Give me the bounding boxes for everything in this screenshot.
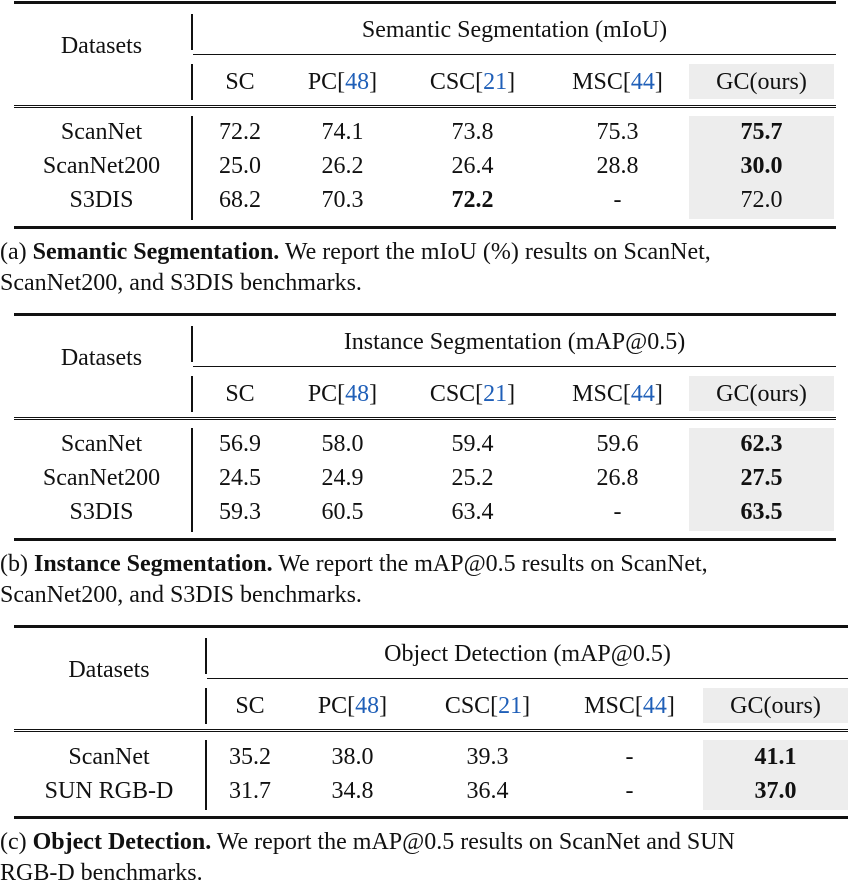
value-csc: 63.4 bbox=[451, 499, 494, 525]
dataset-name: ScanNet bbox=[60, 431, 143, 457]
value-sc: 24.5 bbox=[219, 465, 261, 491]
value-msc: 26.8 bbox=[596, 465, 639, 491]
caption-title: Object Detection. bbox=[32, 829, 212, 855]
table-b-instance-segmentation bbox=[0, 312, 853, 622]
header-rule bbox=[14, 105, 836, 108]
group-underline bbox=[207, 678, 848, 679]
column-divider bbox=[191, 64, 193, 100]
datasets-header: Datasets bbox=[60, 33, 143, 59]
value-gc: 27.5 bbox=[740, 465, 783, 491]
column-divider bbox=[205, 740, 207, 810]
col-header-gc: GC(ours) bbox=[730, 693, 821, 719]
table-a-semantic-segmentation bbox=[0, 0, 853, 310]
header-rule bbox=[14, 729, 848, 732]
caption-title: Semantic Segmentation. bbox=[32, 239, 280, 265]
col-header-csc: CSC[21] bbox=[429, 69, 516, 95]
caption-title: Instance Segmentation. bbox=[33, 551, 273, 577]
group-title: Object Detection (mAP@0.5) bbox=[384, 641, 671, 667]
value-sc: 59.3 bbox=[219, 499, 261, 525]
group-underline bbox=[193, 366, 836, 367]
value-csc: 36.4 bbox=[466, 778, 509, 804]
value-gc: 37.0 bbox=[754, 778, 797, 804]
value-msc: - bbox=[613, 187, 622, 213]
col-header-sc: SC bbox=[235, 693, 265, 719]
dataset-name: S3DIS bbox=[69, 499, 134, 525]
value-sc: 35.2 bbox=[229, 744, 271, 770]
value-msc: 75.3 bbox=[596, 119, 639, 145]
value-sc: 72.2 bbox=[219, 119, 261, 145]
value-csc: 26.4 bbox=[451, 153, 494, 179]
col-header-msc: MSC[44] bbox=[572, 69, 663, 95]
value-pc: 70.3 bbox=[321, 187, 364, 213]
citation-link[interactable]: 44 bbox=[642, 693, 667, 719]
value-pc: 60.5 bbox=[321, 499, 364, 525]
dataset-name: ScanNet200 bbox=[42, 153, 161, 179]
datasets-header: Datasets bbox=[68, 657, 150, 683]
col-header-sc: SC bbox=[225, 69, 255, 95]
group-underline bbox=[193, 54, 836, 55]
value-csc: 73.8 bbox=[451, 119, 494, 145]
bottom-rule bbox=[14, 816, 848, 819]
value-pc: 34.8 bbox=[331, 778, 374, 804]
value-pc: 74.1 bbox=[321, 119, 364, 145]
col-header-pc: PC[48] bbox=[317, 693, 388, 719]
col-header-pc: PC[48] bbox=[307, 69, 378, 95]
value-pc: 58.0 bbox=[321, 431, 364, 457]
bottom-rule bbox=[14, 226, 836, 229]
datasets-header: Datasets bbox=[60, 345, 143, 371]
group-title: Semantic Segmentation (mIoU) bbox=[361, 17, 668, 43]
value-msc: - bbox=[613, 499, 622, 525]
top-rule bbox=[14, 625, 848, 628]
top-rule bbox=[14, 313, 836, 316]
header-rule bbox=[14, 417, 836, 420]
col-header-gc: GC(ours) bbox=[716, 69, 807, 95]
citation-link[interactable]: 21 bbox=[483, 381, 508, 407]
citation-link[interactable]: 44 bbox=[630, 69, 655, 95]
value-pc: 24.9 bbox=[321, 465, 364, 491]
col-header-gc: GC(ours) bbox=[716, 381, 807, 407]
dataset-name: ScanNet bbox=[68, 744, 150, 770]
value-csc: 25.2 bbox=[451, 465, 494, 491]
citation-link[interactable]: 48 bbox=[355, 693, 380, 719]
column-divider bbox=[205, 688, 207, 724]
column-divider bbox=[191, 376, 193, 412]
dataset-name: ScanNet bbox=[60, 119, 143, 145]
col-header-csc: CSC[21] bbox=[429, 381, 516, 407]
value-gc: 72.0 bbox=[740, 187, 783, 213]
value-gc: 75.7 bbox=[740, 119, 783, 145]
value-sc: 68.2 bbox=[219, 187, 261, 213]
value-sc: 56.9 bbox=[219, 431, 261, 457]
col-header-csc: CSC[21] bbox=[444, 693, 531, 719]
citation-link[interactable]: 44 bbox=[630, 381, 655, 407]
value-gc: 63.5 bbox=[740, 499, 783, 525]
caption-c: (c) Object Detection. We report the mAP@0.5 results on ScanNet and SUN RGB-D benchmarks. bbox=[0, 829, 735, 886]
column-divider bbox=[191, 428, 193, 532]
value-csc: 72.2 bbox=[451, 187, 494, 213]
citation-link[interactable]: 48 bbox=[345, 381, 370, 407]
value-msc: 59.6 bbox=[596, 431, 639, 457]
value-msc: - bbox=[625, 778, 634, 804]
value-msc: - bbox=[625, 744, 634, 770]
col-header-msc: MSC[44] bbox=[572, 381, 663, 407]
value-pc: 38.0 bbox=[331, 744, 374, 770]
value-sc: 31.7 bbox=[229, 778, 271, 804]
col-header-pc: PC[48] bbox=[307, 381, 378, 407]
value-msc: 28.8 bbox=[596, 153, 639, 179]
table-c-object-detection bbox=[0, 624, 853, 887]
dataset-name: SUN RGB-D bbox=[44, 778, 174, 804]
value-sc: 25.0 bbox=[219, 153, 261, 179]
value-pc: 26.2 bbox=[321, 153, 364, 179]
col-header-sc: SC bbox=[225, 381, 255, 407]
column-divider bbox=[191, 116, 193, 220]
caption-b: (b) Instance Segmentation. We report the mAP@0.5 results on ScanNet, ScanNet200, and S3DIS benchmarks. bbox=[0, 551, 708, 608]
value-csc: 59.4 bbox=[451, 431, 494, 457]
caption-a: (a) Semantic Segmentation. We report the mIoU (%) results on ScanNet, ScanNet200, and S3DIS benchmarks. bbox=[0, 239, 711, 296]
dataset-name: ScanNet200 bbox=[42, 465, 161, 491]
value-gc: 41.1 bbox=[754, 744, 797, 770]
citation-link[interactable]: 48 bbox=[345, 69, 370, 95]
dataset-name: S3DIS bbox=[69, 187, 134, 213]
value-gc: 30.0 bbox=[740, 153, 783, 179]
citation-link[interactable]: 21 bbox=[498, 693, 523, 719]
value-csc: 39.3 bbox=[466, 744, 509, 770]
bottom-rule bbox=[14, 538, 836, 541]
citation-link[interactable]: 21 bbox=[483, 69, 508, 95]
group-title: Instance Segmentation (mAP@0.5) bbox=[343, 329, 686, 355]
col-header-msc: MSC[44] bbox=[584, 693, 675, 719]
top-rule bbox=[14, 1, 836, 4]
value-gc: 62.3 bbox=[740, 431, 783, 457]
